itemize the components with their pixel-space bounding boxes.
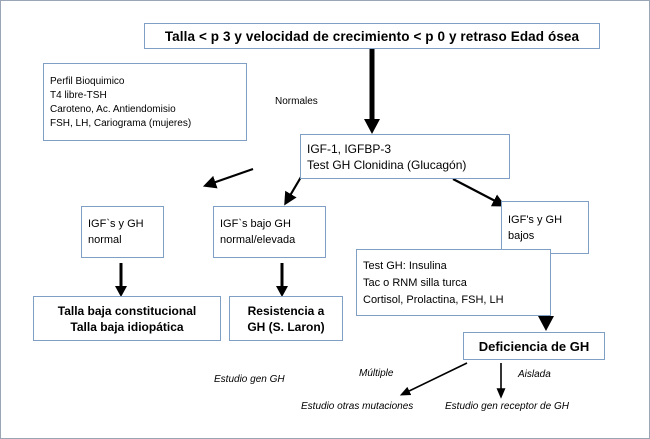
- arrow-igf-to-normal-branch: [210, 169, 253, 184]
- lab-panel-line-3: Caroteno, Ac. Antiendomisio: [50, 103, 176, 115]
- branch-normal-line-1: IGF`s y GH: [88, 218, 144, 230]
- estudio-gen-gh-label: Estudio gen GH: [214, 374, 285, 385]
- branch-both-low-line-1: IGF's y GH: [508, 213, 563, 226]
- igf-tests-box: [300, 134, 510, 179]
- igf-tests-line-1: IGF-1, IGFBP-3: [307, 141, 392, 156]
- arrow-deficiency-to-otras-mutaciones: [405, 363, 467, 393]
- arrow-igf-to-bothlow-branch: [453, 179, 499, 203]
- arrow-lowgh-to-laron: [276, 263, 288, 297]
- outcome-gh-deficiency-box: [463, 332, 605, 360]
- estudio-otras-mutaciones-label: Estudio otras mutaciones: [301, 401, 414, 412]
- branch-normal-line-2: normal: [88, 234, 122, 246]
- branch-both-low-box: [501, 201, 589, 254]
- arrow-normal-to-constitutional: [115, 263, 127, 297]
- estudio-gen-receptor-label: Estudio gen receptor de GH: [445, 401, 569, 412]
- branch-low-gh-line-2: normal/elevada: [220, 234, 296, 246]
- outcome-constitutional-line-1: Talla baja constitucional: [57, 303, 197, 318]
- branch-low-gh-box: [213, 206, 326, 258]
- second-tests-line-3: Cortisol, Prolactina, FSH, LH: [363, 293, 504, 306]
- title-text: Talla < p 3 y velocidad de crecimiento < p 0 y retraso Edad ósea: [164, 28, 580, 44]
- lab-panel-box: [43, 63, 247, 141]
- lab-panel-line-2: T4 libre-TSH: [50, 89, 107, 101]
- outcome-constitutional-box: [33, 296, 221, 341]
- aislada-label: Aislada: [518, 369, 551, 380]
- arrow-igf-to-lowgh-branch: [288, 177, 301, 199]
- lab-panel-line-4: FSH, LH, Cariograma (mujeres): [50, 117, 192, 129]
- multiple-label: Múltiple: [359, 368, 394, 379]
- outcome-laron-box: [229, 296, 343, 341]
- second-tests-box: [356, 249, 551, 316]
- branch-normal-box: [81, 206, 164, 258]
- branch-low-gh-line-1: IGF`s bajo GH: [220, 218, 291, 230]
- second-tests-line-2: Tac o RNM silla turca: [363, 276, 467, 289]
- arrow-title-to-igf: [364, 49, 380, 134]
- lab-panel-line-1: Perfil Bioquimico: [50, 75, 125, 87]
- outcome-laron-line-2: GH (S. Laron): [247, 319, 325, 334]
- outcome-constitutional-line-2: Talla baja idiopática: [70, 319, 184, 334]
- branch-both-low-line-2: bajos: [508, 229, 535, 242]
- outcome-laron-line-1: Resistencia a: [247, 303, 325, 318]
- outcome-gh-deficiency-text: Deficiencia de GH: [478, 338, 590, 354]
- normales-label: Normales: [275, 96, 318, 107]
- igf-tests-line-2: Test GH Clonidina (Glucagón): [307, 157, 467, 172]
- title-box: [144, 23, 600, 49]
- second-tests-line-1: Test GH: Insulina: [363, 259, 447, 272]
